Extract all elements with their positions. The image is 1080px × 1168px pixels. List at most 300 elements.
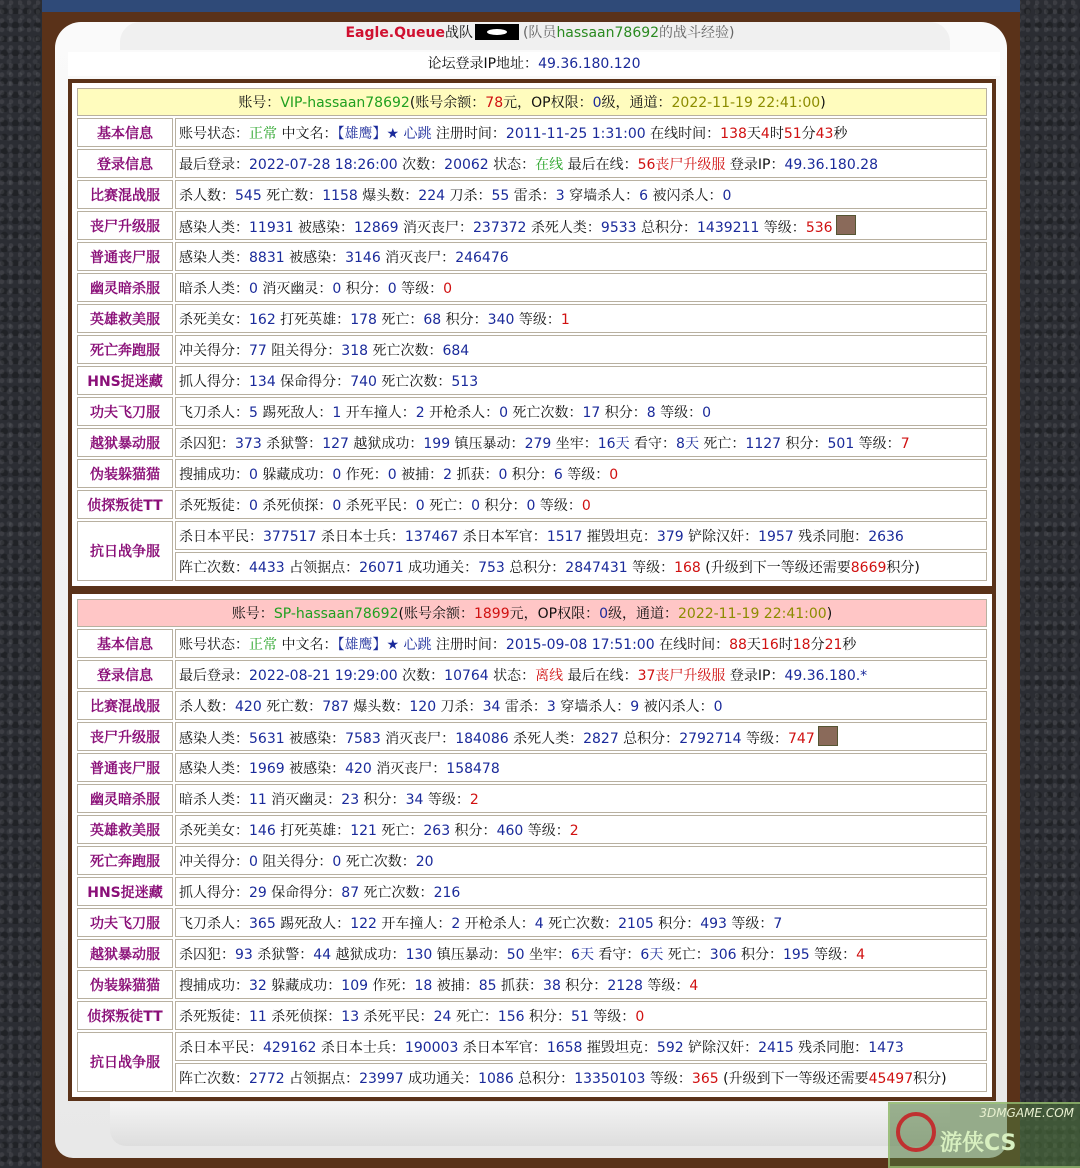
stats-row [77, 877, 987, 906]
field-label: 看守： [629, 435, 677, 452]
account-op: 0 [599, 606, 608, 622]
watermark-line1: 3DMGAME.COM [979, 1106, 1074, 1120]
field-label: 死亡： [424, 497, 472, 514]
field-value: 1969 [249, 760, 285, 777]
field-value: 5 [249, 404, 258, 421]
field-value: 2792714 [679, 730, 742, 747]
field-value: 23 [341, 791, 360, 808]
field-label: 越狱成功： [348, 435, 424, 452]
server-label[interactable]: 侦探叛徒TT [77, 1001, 173, 1030]
field-value: 1 [560, 311, 570, 328]
field-label: 阵亡次数： [179, 559, 249, 576]
field-value: 178 [350, 311, 377, 328]
field-value: 156 [497, 1008, 525, 1025]
server-label[interactable]: 幽灵暗杀服 [77, 784, 173, 813]
stats-cell [175, 815, 987, 844]
field-label: 爆头数： [357, 187, 419, 204]
account-p1: 账号： [238, 95, 281, 111]
field-label: 等级： [588, 1008, 636, 1025]
field-label: 搜捕成功： [179, 977, 249, 994]
field-label: 死亡： [451, 1008, 498, 1025]
stats-row [77, 304, 987, 333]
field-value: 7583 [345, 730, 381, 747]
field-label: 感染人类： [179, 249, 249, 266]
field-value: 0 [387, 280, 397, 297]
stats-cell [175, 180, 987, 209]
field-label: 占领据点： [284, 559, 360, 576]
server-label[interactable]: 功夫飞刀服 [77, 397, 173, 426]
field-value: 263 [423, 822, 451, 839]
page-title [0, 22, 1080, 44]
field-value: 306 [709, 946, 737, 963]
server-label[interactable]: HNS捉迷藏 [77, 877, 173, 906]
field-label: 死亡次数： [543, 915, 619, 932]
server-label[interactable]: 普通丧尸服 [77, 753, 173, 782]
stats-cell [175, 118, 987, 147]
stats-cell [175, 1032, 987, 1061]
field-value: 2 [469, 791, 479, 808]
server-label[interactable]: 越狱暴动服 [77, 428, 173, 457]
field-label: 账号状态： [179, 636, 249, 653]
field-value: 0 [443, 280, 453, 297]
field-label: 杀囚犯： [179, 946, 235, 963]
field-value: 279 [524, 435, 552, 452]
field-label: 阻关得分： [257, 853, 333, 870]
field-value: 365 [691, 1070, 719, 1087]
stats-row [77, 180, 987, 209]
stats-row [77, 1001, 987, 1030]
account-name[interactable]: SP-hassaan78692 [273, 606, 399, 622]
field-value: 2015-09-08 17:51:00 [505, 636, 655, 653]
field-label: 注册时间： [431, 636, 506, 653]
field-label: 杀死侦探： [257, 497, 333, 514]
stats-row [77, 660, 987, 689]
stats-row [77, 784, 987, 813]
server-label[interactable]: 比赛混战服 [77, 691, 173, 720]
field-label: 阵亡次数： [179, 1070, 249, 1087]
server-label[interactable]: 丧尸升级服 [77, 722, 173, 751]
field-value: 7 [773, 915, 783, 932]
field-label: 被闪杀人： [639, 698, 714, 715]
field-value: 2 [415, 404, 425, 421]
server-label[interactable]: 比赛混战服 [77, 180, 173, 209]
field-label: 被感染： [284, 249, 346, 266]
server-label[interactable]: 基本信息 [77, 629, 173, 658]
field-label: 消灭幽灵： [257, 280, 333, 297]
field-value: 340 [487, 311, 515, 328]
field-label: 躲藏成功： [257, 466, 333, 483]
field-label: 等级： [809, 946, 857, 963]
field-value: 224 [418, 187, 446, 204]
stats-row [77, 691, 987, 720]
field-label: 打死英雄： [275, 822, 351, 839]
field-value: 43 [815, 125, 834, 142]
field-label: 积分： [359, 791, 406, 808]
field-label: 死亡次数： [368, 342, 443, 359]
field-value: 55 [491, 187, 510, 204]
field-value: 592 [656, 1039, 684, 1056]
field-value: 4 [534, 915, 544, 932]
stats-cell [175, 753, 987, 782]
field-value: 12869 [354, 219, 399, 236]
account-p3: 元，OP权限： [503, 95, 593, 111]
stats-cell [175, 149, 987, 178]
field-value: 0 [332, 853, 342, 870]
field-value: 11 [249, 791, 267, 808]
account-channel: 2022-11-19 22:41:00 [678, 606, 827, 622]
field-value: 379 [656, 528, 684, 545]
field-value: 9533 [600, 219, 637, 236]
field-value: 0 [332, 466, 342, 483]
field-value: 740 [350, 373, 377, 390]
field-value: 365 [249, 915, 276, 932]
watermark-line2: 游侠CS [940, 1131, 1017, 1156]
field-value: 0 [498, 466, 508, 483]
server-label[interactable]: 基本信息 [77, 118, 173, 147]
field-value: 536 [805, 219, 833, 236]
field-label: 杀死平民： [359, 1008, 434, 1025]
stats-cell [175, 552, 987, 581]
field-value: 23997 [359, 1070, 404, 1087]
field-label: 越狱成功： [331, 946, 406, 963]
top-bar [42, 0, 1020, 12]
field-value: 0 [415, 497, 425, 514]
server-label[interactable]: 死亡奔跑服 [77, 335, 173, 364]
field-label: 积分： [560, 977, 608, 994]
field-value: 501 [827, 435, 855, 452]
field-label: 杀日本军官： [458, 528, 547, 545]
server-label[interactable]: 侦探叛徒TT [77, 490, 173, 519]
field-value: 1517 [546, 528, 583, 545]
field-value: 184086 [455, 730, 509, 747]
field-value: 0 [702, 404, 712, 421]
server-label[interactable]: 英雄救美服 [77, 815, 173, 844]
field-label: 看守： [593, 946, 641, 963]
field-value: 6天 [571, 946, 594, 963]
field-value: 21 [824, 636, 843, 653]
field-value: 0 [249, 466, 258, 483]
field-value: 2636 [868, 528, 904, 545]
field-value: 109 [341, 977, 369, 994]
field-label: 杀死叛徒： [179, 497, 249, 514]
field-label: 最后登录： [179, 156, 249, 173]
field-value: 在线 [535, 156, 564, 173]
field-value: 11931 [249, 219, 294, 236]
field-label: 次数： [397, 667, 445, 684]
field-label: 时 [769, 125, 784, 142]
field-value: 10764 [444, 667, 489, 684]
field-label: 抓人得分： [179, 884, 249, 901]
field-label: 死亡数： [261, 698, 323, 715]
field-value: 3 [546, 698, 556, 715]
stats-row [77, 242, 987, 271]
field-label: 在线时间： [654, 636, 730, 653]
field-label: 开车撞人： [376, 915, 452, 932]
field-label: 注册时间： [431, 125, 506, 142]
field-label: 杀囚犯： [179, 435, 235, 452]
field-label: 账号状态： [179, 125, 249, 142]
field-label: 杀日本军官： [458, 1039, 547, 1056]
member-name[interactable]: hassaan78692 [556, 25, 660, 41]
field-value: 45497 [868, 1070, 914, 1087]
site-watermark [888, 1102, 1080, 1168]
field-label: 积分： [450, 822, 497, 839]
account-p4: 级，通道： [608, 606, 678, 622]
field-label: 镇压暴动： [450, 435, 525, 452]
field-value: 0 [713, 698, 723, 715]
field-value: 130 [405, 946, 433, 963]
field-label: 积分： [341, 280, 388, 297]
field-value: 138 [720, 125, 747, 142]
field-value: 0 [332, 497, 342, 514]
server-label[interactable]: 死亡奔跑服 [77, 846, 173, 875]
field-label: 感染人类： [179, 760, 249, 777]
field-label: 开枪杀人： [424, 404, 500, 421]
field-value: 2 [443, 466, 453, 483]
account-balance: 78 [485, 95, 504, 111]
field-label: 最后在线： [563, 667, 638, 684]
field-label: 开车撞人： [341, 404, 416, 421]
field-label: 消灭丧尸： [398, 219, 473, 236]
field-label: 被感染： [284, 760, 346, 777]
field-value: 216 [433, 884, 461, 901]
field-label: 被捕： [396, 466, 444, 483]
field-value: 1957 [758, 528, 794, 545]
field-label: 杀日本士兵： [316, 1039, 405, 1056]
team-name[interactable]: Eagle.Queue [345, 25, 445, 41]
field-label: 成功通关： [403, 1070, 479, 1087]
server-label[interactable]: HNS捉迷藏 [77, 366, 173, 395]
field-value: 【雄鹰】★ 心跳 [337, 125, 432, 142]
account-p2: (账号余额： [409, 95, 486, 111]
stats-cell [175, 459, 987, 488]
field-value: 38 [543, 977, 561, 994]
field-label: 在线时间： [645, 125, 721, 142]
field-label: 杀死人类： [508, 730, 584, 747]
field-label: 状态： [488, 667, 536, 684]
field-label: 总积分： [513, 1070, 575, 1087]
field-value: 2847431 [565, 559, 628, 576]
field-label: 杀日本平民： [179, 1039, 263, 1056]
field-value: 56丧尸升级服 [637, 156, 726, 173]
field-value: 127 [322, 435, 349, 452]
field-label: 杀死平民： [341, 497, 416, 514]
field-label: 刀杀： [445, 187, 492, 204]
field-value: 168 [674, 559, 701, 576]
field-value: 122 [350, 915, 377, 932]
field-label: 飞刀杀人： [179, 404, 249, 421]
field-label: 杀日本平民： [179, 528, 263, 545]
server-label[interactable]: 英雄救美服 [77, 304, 173, 333]
field-value: 2 [569, 822, 579, 839]
field-label: 等级： [655, 404, 703, 421]
field-label: 杀日本士兵： [316, 528, 405, 545]
field-label: 死亡： [376, 311, 424, 328]
field-value: 545 [235, 187, 262, 204]
field-label: 杀人数： [179, 187, 235, 204]
field-value: 20062 [444, 156, 489, 173]
account-header-row [77, 599, 987, 627]
server-label[interactable]: 幽灵暗杀服 [77, 273, 173, 302]
field-label: 刀杀： [436, 698, 483, 715]
server-label[interactable]: 登录信息 [77, 660, 173, 689]
field-value: 134 [249, 373, 276, 390]
field-value: 246476 [455, 249, 509, 266]
field-label: (升级到下一等级还需要 [700, 559, 851, 576]
field-label: 最后登录： [179, 667, 249, 684]
stats-cell [175, 490, 987, 519]
field-label: 冲关得分： [179, 342, 249, 359]
server-label[interactable]: 功夫飞刀服 [77, 908, 173, 937]
field-label: 打死英雄： [275, 311, 351, 328]
field-value: 26071 [359, 559, 404, 576]
field-value: 1658 [546, 1039, 583, 1056]
field-value: 787 [322, 698, 349, 715]
field-label: 总积分： [618, 730, 680, 747]
stats-row [77, 552, 987, 581]
stats-cell [175, 846, 987, 875]
field-value: 88 [729, 636, 747, 653]
server-label[interactable]: 普通丧尸服 [77, 242, 173, 271]
account-name[interactable]: VIP-hassaan78692 [280, 95, 410, 111]
field-label: 阻关得分： [266, 342, 342, 359]
field-value: 2128 [607, 977, 643, 994]
field-label: 等级： [562, 466, 610, 483]
field-value: 2772 [249, 1070, 285, 1087]
field-value: 4 [856, 946, 866, 963]
field-label: 雷杀： [509, 187, 556, 204]
stats-row [77, 722, 987, 751]
field-label: 雷杀： [500, 698, 547, 715]
field-value: 684 [442, 342, 470, 359]
field-label: 作死： [341, 466, 388, 483]
field-label: 秒 [833, 125, 848, 142]
stats-row [77, 459, 987, 488]
field-label: 最后在线： [563, 156, 638, 173]
field-label: 铲除汉奸： [683, 1039, 759, 1056]
field-value: 2022-07-28 18:26:00 [249, 156, 398, 173]
field-value: 2827 [583, 730, 619, 747]
field-value: 7 [900, 435, 910, 452]
field-value: 377517 [263, 528, 317, 545]
field-value: 162 [249, 311, 276, 328]
stats-cell [175, 908, 987, 937]
field-label: 天 [746, 125, 761, 142]
field-label: 死亡： [663, 946, 710, 963]
stats-row [77, 273, 987, 302]
field-value: 2105 [618, 915, 654, 932]
forum-ip-line [68, 52, 1000, 76]
server-label[interactable]: 登录信息 [77, 149, 173, 178]
field-value: 493 [700, 915, 727, 932]
stats-cell [175, 629, 987, 658]
field-value: 20 [415, 853, 434, 870]
field-label: 积分： [524, 1008, 572, 1025]
field-value: 420 [345, 760, 372, 777]
field-value: 513 [451, 373, 479, 390]
field-label: 杀人数： [179, 698, 235, 715]
field-value: 87 [341, 884, 360, 901]
account-p5: ) [820, 95, 826, 111]
field-label: 中文名： [277, 125, 338, 142]
field-label: 等级： [642, 977, 690, 994]
field-value: 6天 [640, 946, 664, 963]
field-value: 13350103 [574, 1070, 646, 1087]
server-label[interactable]: 抗日战争服 [77, 521, 173, 581]
field-label: 积分： [736, 946, 783, 963]
field-label: 积分： [480, 497, 527, 514]
field-value: 0 [332, 280, 342, 297]
stats-row [77, 815, 987, 844]
account-p3: 元，OP权限： [509, 606, 600, 622]
account-header-row [77, 88, 987, 116]
field-label: 等级： [396, 280, 444, 297]
field-label: 等级： [423, 791, 470, 808]
field-label: 作死： [368, 977, 415, 994]
field-value: 318 [341, 342, 369, 359]
field-label: 杀狱警： [261, 435, 323, 452]
field-value: 1439211 [697, 219, 760, 236]
field-value: 49.36.180.* [784, 667, 868, 684]
server-label[interactable]: 伪装躲猫猫 [77, 459, 173, 488]
field-value: 68 [423, 311, 442, 328]
team-suffix: 战队 [444, 25, 473, 41]
field-label: 冲关得分： [179, 853, 249, 870]
field-value: 85 [478, 977, 497, 994]
stats-row [77, 939, 987, 968]
field-label: 镇压暴动： [432, 946, 507, 963]
account-channel: 2022-11-19 22:41:00 [671, 95, 821, 111]
server-label[interactable]: 越狱暴动服 [77, 939, 173, 968]
stats-cell [175, 1063, 987, 1092]
member-suffix: 的战斗经验) [659, 25, 735, 41]
stats-cell [175, 211, 987, 240]
field-label: 杀死叛徒： [179, 1008, 249, 1025]
field-value: 50 [506, 946, 525, 963]
field-value: 420 [235, 698, 262, 715]
field-value: 747 [788, 730, 815, 747]
watermark-logo-icon [896, 1112, 936, 1152]
field-value: 2011-11-25 1:31:00 [505, 125, 646, 142]
field-label: 消灭丧尸： [380, 730, 456, 747]
field-label: 成功通关： [403, 559, 479, 576]
field-label: 积分： [781, 435, 828, 452]
field-label: 分 [801, 125, 816, 142]
server-label[interactable]: 丧尸升级服 [77, 211, 173, 240]
stats-cell [175, 877, 987, 906]
account-header-cell [77, 599, 987, 627]
field-value: 753 [478, 559, 505, 576]
field-value: 34 [482, 698, 501, 715]
stats-row [77, 846, 987, 875]
field-label: 被感染： [284, 730, 346, 747]
field-label: 登录IP： [725, 667, 785, 684]
field-value: 77 [249, 342, 267, 359]
field-label: 杀死美女： [179, 822, 249, 839]
server-label[interactable]: 伪装躲猫猫 [77, 970, 173, 999]
field-value: 3 [555, 187, 565, 204]
field-label: 天 [746, 636, 761, 653]
server-label[interactable]: 抗日战争服 [77, 1032, 173, 1092]
field-label: 开枪杀人： [460, 915, 535, 932]
stats-row [77, 335, 987, 364]
field-label: 死亡： [698, 435, 746, 452]
field-value: 37丧尸升级服 [637, 667, 726, 684]
field-label: 杀死人类： [526, 219, 601, 236]
field-label: 积分) [913, 1070, 947, 1087]
field-value: 1158 [322, 187, 358, 204]
field-value: 0 [499, 404, 509, 421]
